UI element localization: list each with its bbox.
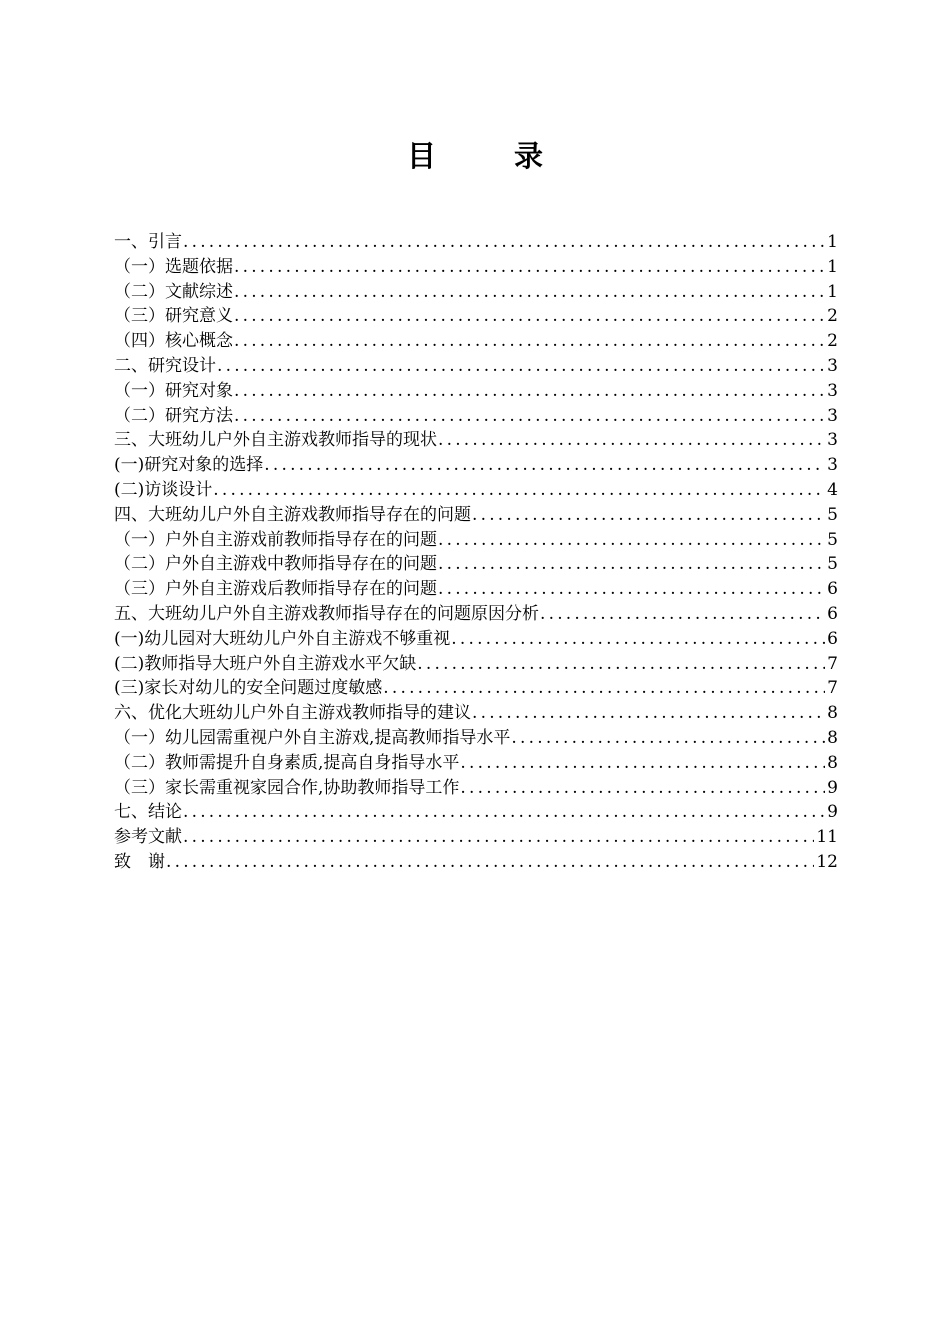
toc-entry-label: 一、引言 [114, 232, 182, 252]
toc-dot-leader [234, 379, 825, 404]
toc-entry[interactable] [114, 354, 838, 379]
toc-dot-leader [540, 602, 825, 627]
toc-entry[interactable] [114, 528, 838, 553]
toc-entry-label: （一）户外自主游戏前教师指导存在的问题 [114, 529, 437, 550]
toc-entry-label: （一）研究对象 [114, 380, 233, 401]
toc-entry-page-number: 5 [827, 554, 838, 575]
toc-entry[interactable] [114, 602, 838, 627]
toc-entry[interactable] [114, 329, 838, 354]
table-of-contents [114, 230, 838, 875]
toc-entry[interactable] [114, 379, 838, 404]
toc-entry-label: （二）教师需提升自身素质,提高自身指导水平 [114, 752, 460, 773]
toc-entry-page-number: 3 [827, 405, 838, 426]
toc-entry-label: (三)家长对幼儿的安全问题过度敏感 [114, 678, 383, 699]
toc-dot-leader [472, 701, 825, 726]
toc-entry[interactable] [114, 478, 838, 503]
toc-entry-page-number: 5 [827, 504, 838, 525]
toc-entry-label: （二）户外自主游戏中教师指导存在的问题 [114, 554, 437, 575]
toc-entry-page-number: 1 [827, 232, 838, 252]
toc-dot-leader [217, 354, 825, 379]
toc-entry-page-number: 3 [827, 430, 838, 451]
toc-entry[interactable] [114, 726, 838, 751]
toc-entry-label: 四、大班幼儿户外自主游戏教师指导存在的问题 [114, 504, 471, 525]
toc-entry-label: （三）研究意义 [114, 306, 233, 327]
toc-entry-page-number: 9 [827, 802, 838, 823]
toc-entry-page-number: 3 [827, 380, 838, 401]
toc-entry[interactable] [114, 800, 838, 825]
toc-title: 目 录 [406, 139, 578, 173]
toc-dot-leader [451, 627, 825, 652]
toc-entry-page-number: 6 [827, 603, 838, 624]
toc-entry-page-number: 8 [827, 752, 838, 773]
toc-entry-label: 五、大班幼儿户外自主游戏教师指导存在的问题原因分析 [114, 603, 539, 624]
toc-entry-page-number: 3 [827, 355, 838, 376]
toc-entry-page-number: 3 [827, 455, 838, 476]
toc-entry[interactable] [114, 552, 838, 577]
toc-entry[interactable] [114, 825, 838, 850]
toc-entry-label: （一）选题依据 [114, 256, 233, 277]
toc-entry-label: （二）研究方法 [114, 405, 233, 426]
toc-dot-leader [234, 280, 825, 305]
toc-dot-leader [183, 800, 825, 825]
toc-entry-label: （二）文献综述 [114, 281, 233, 302]
toc-entry-label: (二)教师指导大班户外自主游戏水平欠缺 [114, 653, 417, 674]
toc-entry[interactable] [114, 304, 838, 329]
toc-entry-page-number: 6 [827, 628, 838, 649]
toc-entry[interactable] [114, 652, 838, 677]
toc-entry-label: 二、研究设计 [114, 355, 216, 376]
toc-entry-label: 三、大班幼儿户外自主游戏教师指导的现状 [114, 430, 437, 451]
toc-entry-label: 六、优化大班幼儿户外自主游戏教师指导的建议 [114, 703, 471, 724]
toc-entry[interactable] [114, 280, 838, 305]
toc-entry-page-number: 12 [816, 851, 838, 872]
toc-entry-label: 致 谢 [114, 851, 165, 872]
toc-dot-leader [234, 404, 825, 429]
toc-entry-page-number: 11 [816, 827, 838, 848]
toc-entry-page-number: 7 [827, 678, 838, 699]
toc-dot-leader [234, 329, 825, 354]
toc-entry-page-number: 1 [827, 256, 838, 277]
toc-entry-label: 参考文献 [114, 827, 182, 848]
toc-dot-leader [183, 230, 825, 255]
toc-entry-page-number: 2 [827, 306, 838, 327]
toc-dot-leader [438, 577, 825, 602]
toc-dot-leader [213, 478, 825, 503]
toc-dot-leader [234, 304, 825, 329]
toc-dot-leader [472, 503, 825, 528]
toc-entry-page-number: 7 [827, 653, 838, 674]
toc-entry-page-number: 4 [827, 479, 838, 500]
toc-dot-leader [460, 751, 825, 776]
toc-entry[interactable] [114, 428, 838, 453]
toc-entry[interactable] [114, 255, 838, 280]
toc-dot-leader [234, 255, 825, 280]
toc-dot-leader [383, 676, 825, 701]
toc-entry-label: (一)幼儿园对大班幼儿户外自主游戏不够重视 [114, 628, 451, 649]
toc-entry-page-number: 2 [827, 331, 838, 352]
toc-entry[interactable] [114, 676, 838, 701]
toc-entry[interactable] [114, 776, 838, 801]
toc-entry[interactable] [114, 701, 838, 726]
toc-dot-leader [183, 825, 814, 850]
toc-entry-label: （四）核心概念 [114, 331, 233, 352]
toc-entry-page-number: 8 [827, 727, 838, 748]
toc-entry-label: 七、结论 [114, 802, 182, 823]
toc-dot-leader [438, 428, 825, 453]
toc-entry[interactable] [114, 404, 838, 429]
toc-entry-page-number: 1 [827, 281, 838, 302]
toc-entry-page-number: 6 [827, 579, 838, 600]
toc-entry[interactable] [114, 751, 838, 776]
toc-dot-leader [511, 726, 825, 751]
toc-entry-label: （三）家长需重视家园合作,协助教师指导工作 [114, 777, 460, 798]
toc-entry[interactable] [114, 627, 838, 652]
toc-entry-label: （一）幼儿园需重视户外自主游戏,提高教师指导水平 [114, 727, 511, 748]
toc-dot-leader [264, 453, 825, 478]
toc-dot-leader [438, 552, 825, 577]
toc-entry[interactable] [114, 503, 838, 528]
toc-dot-leader [417, 652, 825, 677]
toc-entry[interactable] [114, 577, 838, 602]
toc-entry[interactable] [114, 453, 838, 478]
toc-entry-page-number: 8 [827, 703, 838, 724]
toc-entry-label: (二)访谈设计 [114, 479, 213, 500]
toc-dot-leader [166, 850, 814, 875]
toc-dot-leader [438, 528, 825, 553]
toc-dot-leader [460, 776, 825, 801]
toc-entry-page-number: 5 [827, 529, 838, 550]
toc-entry-page-number: 9 [827, 777, 838, 798]
toc-entry[interactable] [114, 230, 838, 255]
toc-entry-label: (一)研究对象的选择 [114, 455, 264, 476]
toc-entry-label: （三）户外自主游戏后教师指导存在的问题 [114, 579, 437, 600]
toc-entry[interactable] [114, 850, 838, 875]
